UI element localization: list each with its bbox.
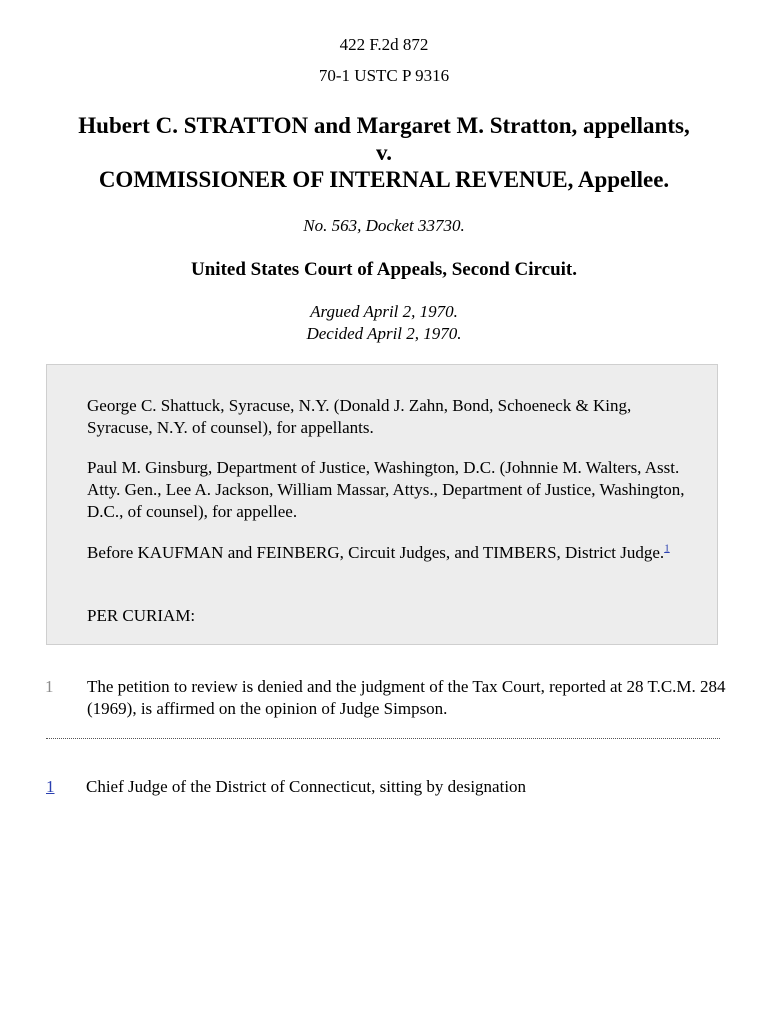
case-caption [0, 112, 768, 193]
court-name: United States Court of Appeals, Second Circuit. [191, 259, 577, 280]
footnote-number-link[interactable]: 1 [46, 777, 55, 796]
citation-ustc: 70-1 USTC P 9316 [318, 66, 450, 85]
counsel-appellee: Paul M. Ginsburg, Department of Justice, Washington, D.C. (Johnnie M. Walters, Asst. Atty. Gen., Lee A. Jackson, William Massar, Attys., Department of Justice, Washington, D.C., of counsel), for appellee. [87, 458, 685, 521]
panel-judges [87, 542, 687, 564]
caption-appellee: COMMISSIONER OF INTERNAL REVENUE, Appellee. [98, 167, 670, 192]
argued-date: Argued April 2, 1970. [310, 302, 458, 321]
citation-reporter: 422 F.2d 872 [339, 35, 429, 54]
footnote-ref [664, 542, 670, 554]
footnote-text: Chief Judge of the District of Connecticut, sitting by designation [86, 777, 527, 796]
caption-versus: v. [376, 140, 392, 165]
paragraph-number: 1 [45, 677, 54, 696]
docket-number: No. 563, Docket 33730. [303, 216, 465, 235]
decided-date: Decided April 2, 1970. [306, 324, 462, 343]
caption-appellants: Hubert C. STRATTON and Margaret M. Stratton, appellants, [78, 113, 690, 138]
paragraph-text: The petition to review is denied and the judgment of the Tax Court, reported at 28 T.C.M. 284 (1969), is affirmed on the opinion of Judge Simpson. [87, 677, 726, 718]
panel-judges-text: Before KAUFMAN and FEINBERG, Circuit Judges, and TIMBERS, District Judge. [87, 543, 665, 562]
footnote-ref-link[interactable]: 1 [664, 542, 670, 555]
counsel-appellants: George C. Shattuck, Syracuse, N.Y. (Donald J. Zahn, Bond, Schoeneck & King, Syracuse, N.Y. of counsel), for appellants. [87, 396, 632, 437]
footnote-divider [46, 738, 720, 739]
per-curiam-heading: PER CURIAM: [87, 606, 196, 625]
counsel-box [46, 364, 718, 645]
case-dates [0, 301, 768, 345]
